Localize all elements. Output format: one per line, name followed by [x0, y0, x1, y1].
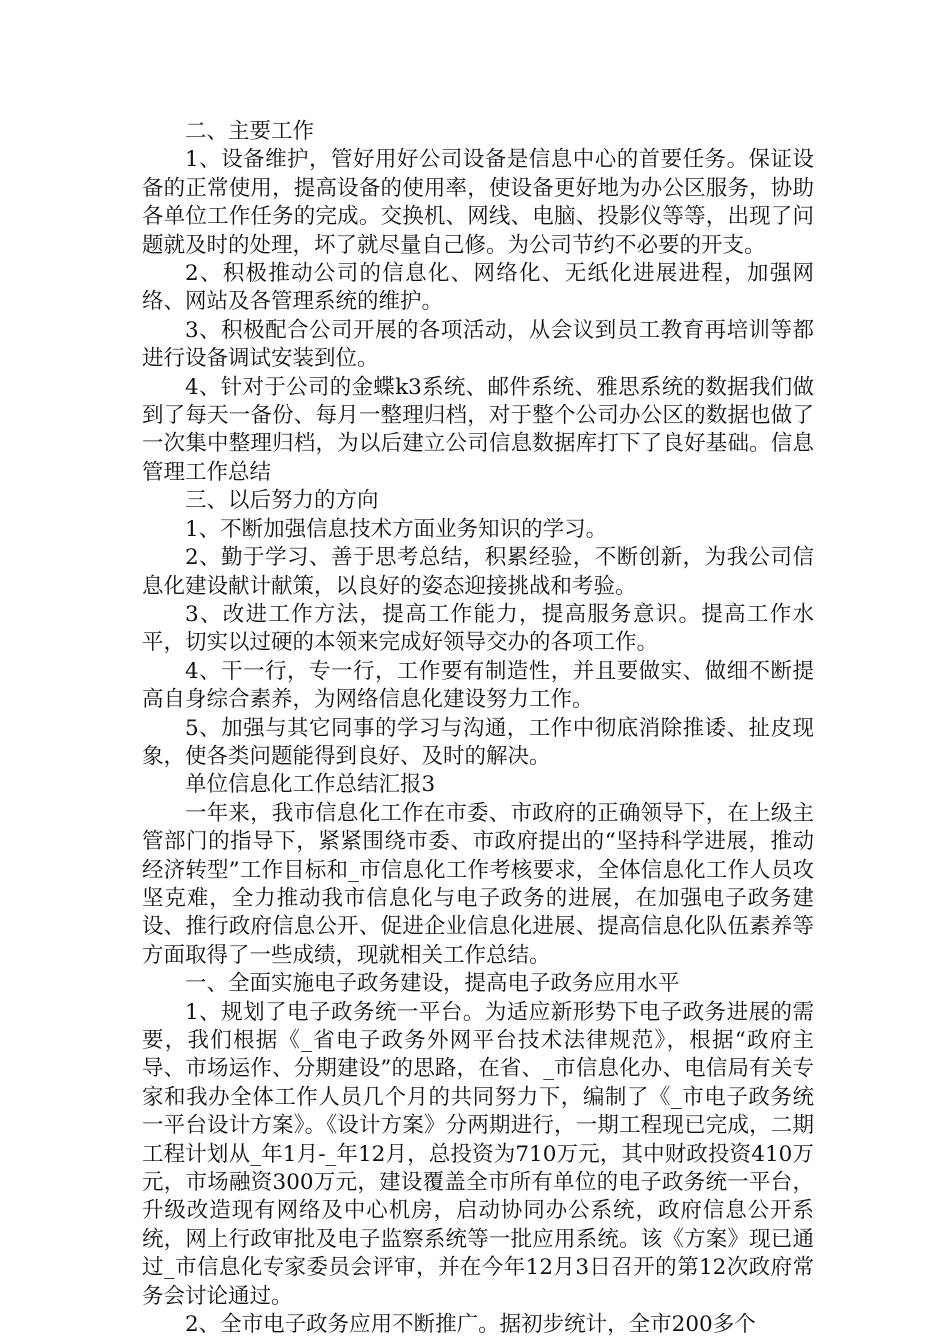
paragraph-equipment-maintenance: 1、设备维护，管好用好公司设备是信息中心的首要任务。保证设备的正常使用，提高设备的使用率，使设备更好地为办公区服务，协助各单位工作任务的完成。交换机、网线、电脑、投影仪等等，出现了问题就及时的处理，坏了就尽量自己修。为公司节约不必要的开支。	[142, 147, 814, 258]
section-heading-main-work: 二、主要工作	[185, 119, 315, 144]
paragraph-data-backup: 4、针对于公司的金蝶k3系统、邮件系统、雅思系统的数据我们做到了每天一备份、每月一整理归档，对于整个公司办公区的数据也做了一次集中整理归档，为以后建立公司信息数据库打下了良好基础。信息管理工作总结	[142, 374, 814, 485]
paragraph-work-methods: 3、改进工作方法，提高工作能力，提高服务意识。提高工作水平，切实以过硬的本领来完成好领导交办的各项工作。	[142, 601, 814, 656]
section-heading-e-government: 一、全面实施电子政务建设，提高电子政务应用水平	[185, 971, 680, 997]
paragraph-unified-platform: 1、规划了电子政务统一平台。为适应新形势下电子政务进展的需要，我们根据《_省电子政务外网平台技术法律规范》，根据“政府主导、市场运作、分期建设”的思路，在省、_市信息化办、电信局有关专家和我办全体工作人员几个月的共同努力下，编制了《_市电子政务统一平台设计方案》。《设计方案》分两期进行，一期工程现已完成，二期工程计划从_年1月-_年12月，总投资为710万元，其中财政投资410万元，市场融资300万元，建设覆盖全市所有单位的电子政务统一平台，升级改造现有网络及中心机房，启动协同办公系统，政府信息公开系统，网上行政审批及电子监察系统等一批应用系统。该《方案》现已通过_市信息化专家委员会评审，并在今年12月3日召开的第12次政府常务会讨论通过。	[142, 999, 814, 1309]
paragraph-application-promotion: 2、全市电子政务应用不断推广。据初步统计，全市200多个	[185, 1312, 756, 1338]
document-body	[142, 118, 814, 1339]
paragraph-professionalism: 4、干一行，专一行，工作要有制造性，并且要做实、做细不断提高自身综合素养，为网络信息化建设努力工作。	[142, 658, 814, 713]
paragraph-informatization-progress: 2、积极推动公司的信息化、网络化、无纸化进展进程，加强网络、网站及各管理系统的维护。	[142, 261, 814, 315]
section-heading-future-direction: 三、以后努力的方向	[185, 488, 379, 514]
paragraph-learning: 1、不断加强信息技术方面业务知识的学习。	[185, 516, 608, 542]
paragraph-activity-support: 3、积极配合公司开展的各项活动，从会议到员工教育再培训等都进行设备调试安装到位。	[142, 317, 814, 372]
paragraph-annual-overview: 一年来，我市信息化工作在市委、市政府的正确领导下，在上级主管部门的指导下，紧紧围绕市委、市政府提出的“坚持科学进展，推动经济转型”工作目标和_市信息化工作考核要求，全体信息化工作人员攻坚克难，全力推动我市信息化与电子政务的进展，在加强电子政务建设、推行政府信息公开、促进企业信息化进展、提高信息化队伍素养等方面取得了一些成绩，现就相关工作总结。	[142, 800, 814, 968]
paragraph-communication: 5、加强与其它同事的学习与沟通，工作中彻底消除推诿、扯皮现象，使各类问题能得到良好、及时的解决。	[142, 715, 814, 769]
report-title: 单位信息化工作总结汇报3	[185, 772, 436, 798]
paragraph-innovation: 2、勤于学习、善于思考总结，积累经验，不断创新，为我公司信息化建设献计献策，以良好的姿态迎接挑战和考验。	[142, 545, 814, 599]
